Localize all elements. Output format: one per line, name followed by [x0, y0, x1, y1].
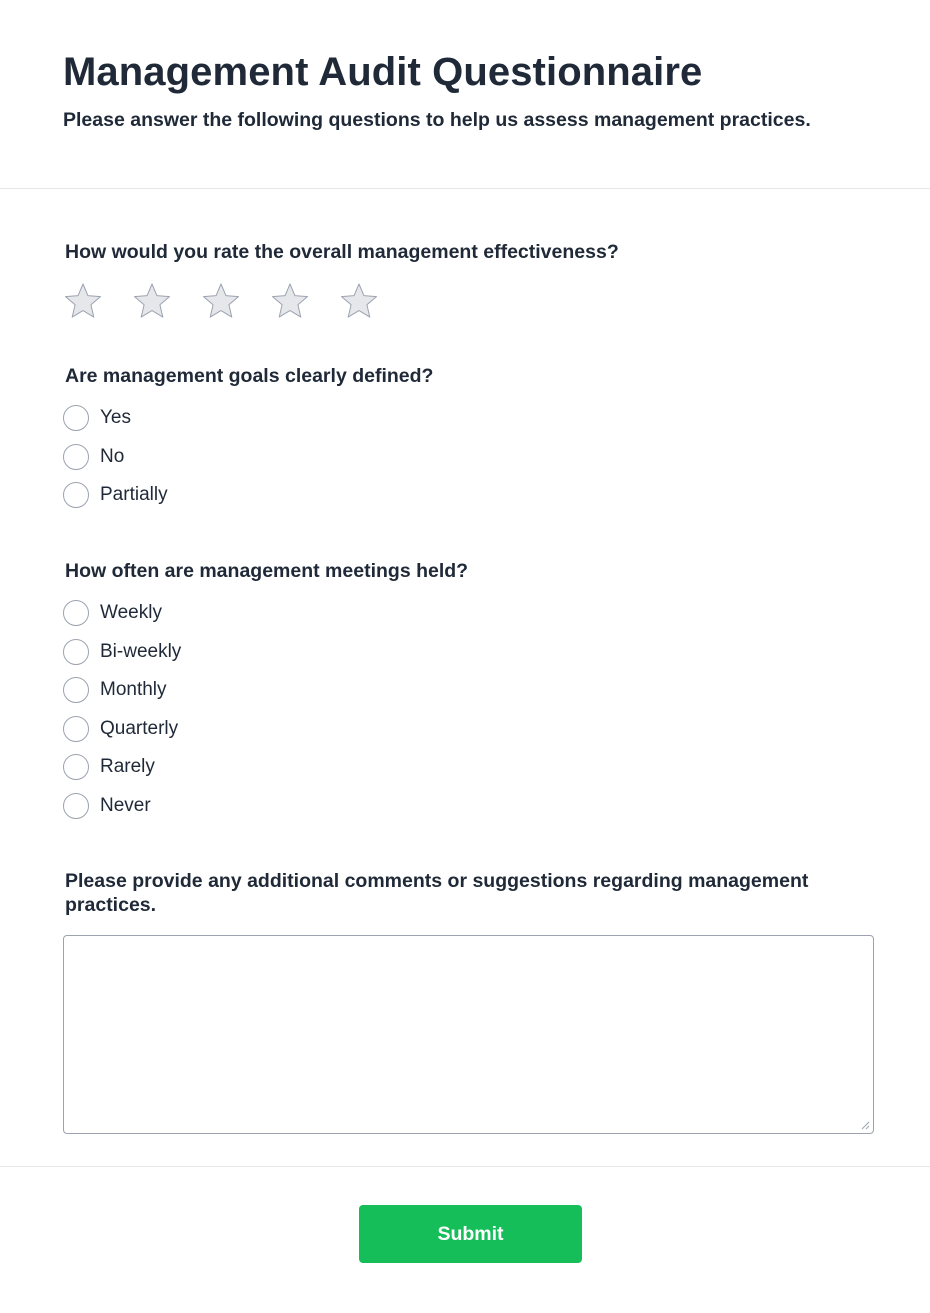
- option-label: No: [100, 446, 125, 467]
- comments-textarea[interactable]: [63, 935, 874, 1134]
- star-icon[interactable]: [63, 281, 103, 321]
- radio-button[interactable]: [63, 600, 89, 626]
- page-title: Management Audit Questionnaire: [63, 50, 703, 94]
- meetings-question-label: How often are management meetings held?: [65, 560, 469, 582]
- radio-button[interactable]: [63, 482, 89, 508]
- radio-button[interactable]: [63, 405, 89, 431]
- option-label: Bi-weekly: [100, 641, 182, 662]
- rating-question-label: How would you rate the overall management effectiveness?: [65, 241, 619, 263]
- resize-handle-icon[interactable]: [860, 1120, 870, 1130]
- star-icon[interactable]: [132, 281, 172, 321]
- option-label: Yes: [100, 407, 131, 428]
- footer-divider: [0, 1166, 930, 1167]
- radio-button[interactable]: [63, 793, 89, 819]
- option-label: Partially: [100, 484, 168, 505]
- goals-question-label: Are management goals clearly defined?: [65, 365, 434, 387]
- star-icon[interactable]: [270, 281, 310, 321]
- comments-question-label: Please provide any additional comments or suggestions regarding management practices.: [65, 870, 809, 916]
- radio-button[interactable]: [63, 639, 89, 665]
- page-subtitle: Please answer the following questions to help us assess management practices.: [63, 109, 811, 131]
- form-header: [0, 0, 930, 188]
- option-label: Rarely: [100, 756, 155, 777]
- option-label: Quarterly: [100, 718, 179, 739]
- radio-button[interactable]: [63, 716, 89, 742]
- radio-button[interactable]: [63, 444, 89, 470]
- option-label: Monthly: [100, 679, 167, 700]
- header-divider: [0, 188, 930, 189]
- option-label: Never: [100, 795, 151, 816]
- radio-button[interactable]: [63, 677, 89, 703]
- radio-button[interactable]: [63, 754, 89, 780]
- option-label: Weekly: [100, 602, 162, 623]
- submit-button[interactable]: Submit: [359, 1205, 582, 1263]
- star-icon[interactable]: [339, 281, 379, 321]
- star-icon[interactable]: [201, 281, 241, 321]
